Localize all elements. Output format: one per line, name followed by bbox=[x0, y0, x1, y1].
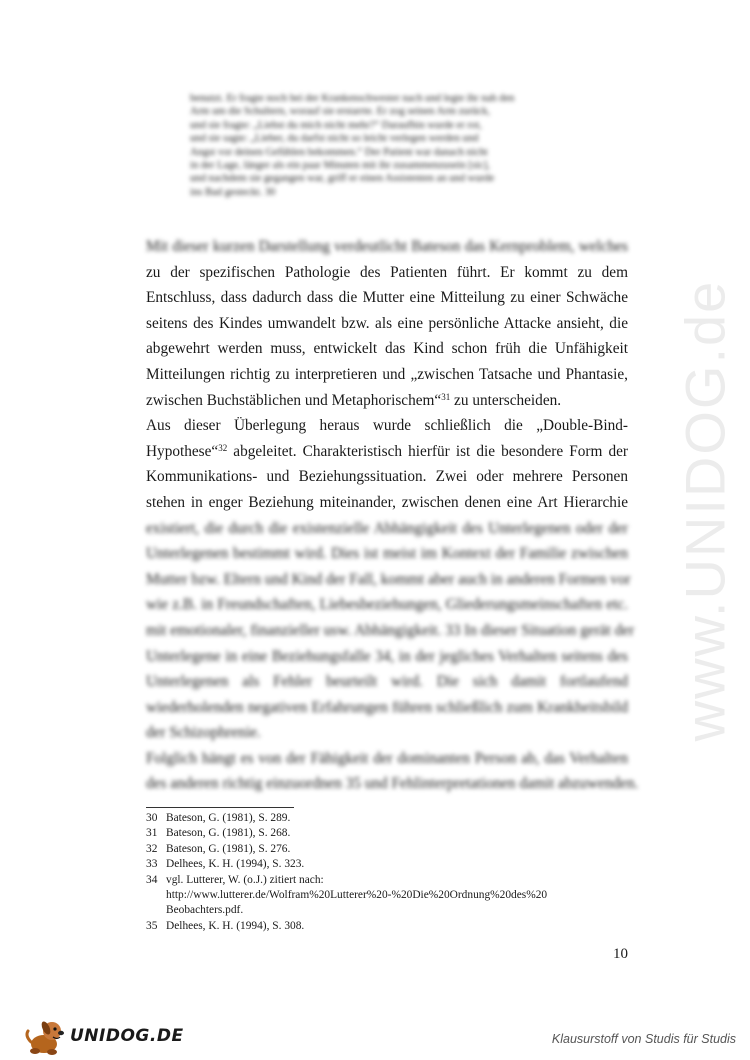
blurred-block-quote bbox=[190, 92, 558, 199]
watermark bbox=[660, 280, 750, 740]
quote-line: und nachdem sie gegangen war, griff er einen Assistenten an und wurde bbox=[190, 173, 495, 185]
footnote-item bbox=[146, 919, 626, 934]
page-number: 10 bbox=[613, 946, 628, 962]
footnote-number: 31 bbox=[146, 827, 158, 840]
body-text-line bbox=[146, 439, 628, 465]
footnote-url[interactable]: http://www.lutterer.de/Wolfram%20Lutterer%20-%20Die%20Ordnung%20des%20 bbox=[166, 889, 548, 902]
footnote-divider bbox=[146, 807, 294, 808]
footnote-body bbox=[166, 873, 626, 919]
body-text-line: stehen in enger Beziehung miteinander, zwischen denen eine Art Hierarchie bbox=[146, 493, 628, 511]
blurred-text-line: Unterlegenen bestimmt wird. Dies ist meist im Kontext der Familie zwischen bbox=[146, 545, 628, 563]
quote-line: benutzt. Er fragte noch bei der Krankenschwester nach und legte ihr nah den bbox=[190, 93, 515, 104]
text-segment: zwischen Buchstäblichen und Metaphorischem“ bbox=[146, 391, 442, 409]
body-text-line: Kommunikations- und Beziehungssituation. Zwei oder mehrere Personen bbox=[146, 468, 628, 486]
blurred-text-line: Mit dieser kurzen Darstellung verdeutlicht Bateson das Kernproblem, welches bbox=[146, 238, 628, 255]
logo-text: UNIDOG.DE bbox=[70, 1026, 184, 1046]
blurred-text-line: Unterlegene in eine Beziehungsfalle 34, in der jegliches Verhalten seitens des bbox=[146, 647, 628, 665]
quote-line: Arm um die Schultern, worauf sie erstarrte. Er zog seinen Arm zurück, bbox=[190, 106, 491, 118]
footnote-item bbox=[146, 873, 626, 919]
quote-line: und sie fragte: „Liebst du mich nicht mehr?“ Daraufhin wurde er rot, bbox=[190, 119, 482, 131]
body-text-line: seitens des Kindes umwandelt bzw. als eine persönliche Attacke ansieht, die bbox=[146, 314, 628, 332]
footnote-text: Bateson, G. (1981), S. 289. bbox=[166, 812, 291, 824]
body-text-line: abgewehrt werden muss, entwickelt das Kind schon früh die Unfähigkeit bbox=[146, 340, 628, 358]
blurred-text-line: mit emotionaler, finanzieller usw. Abhängigkeit. 33 In dieser Situation gerät der bbox=[146, 621, 635, 639]
footnote-ref: 32 bbox=[218, 442, 228, 453]
footnote-number: 30 bbox=[146, 812, 158, 824]
footnote-item bbox=[146, 857, 626, 872]
blurred-text-line: Unterlegenen als Fehler beurteilt wird. Die sich damit fortlaufend bbox=[146, 673, 628, 691]
quote-line: und sie sagte: „Lieber, du darfst nicht so leicht verlegen werden und bbox=[190, 133, 479, 145]
body-text-line: zu der spezifischen Pathologie des Patienten führt. Er kommt zu dem bbox=[146, 263, 628, 281]
text-segment: zu unterscheiden. bbox=[450, 391, 562, 409]
footnote-text: Delhees, K. H. (1994), S. 323. bbox=[166, 858, 305, 871]
footnote-item bbox=[146, 842, 626, 857]
footnote-number: 32 bbox=[146, 842, 158, 855]
watermark-text: www.UNIDOG.de bbox=[673, 279, 737, 741]
blurred-text-line: der Schizophrenie. bbox=[146, 724, 261, 742]
footnote-text: Bateson, G. (1981), S. 268. bbox=[166, 827, 291, 840]
footnote-text: Bateson, G. (1981), S. 276. bbox=[166, 842, 291, 855]
blurred-text-line: wie z.B. in Freundschaften, Liebesbeziehungen, Gliederungsmeinschaften etc. bbox=[146, 596, 628, 614]
footnote-ref: 31 bbox=[441, 391, 451, 402]
blurred-text-line: Mutter bzw. Eltern und Kind der Fall, kommt aber auch in anderen Formen vor bbox=[146, 570, 631, 588]
footnote-number: 34 bbox=[146, 873, 158, 886]
unidog-logo bbox=[22, 1016, 182, 1056]
footnote-url-continued[interactable]: Beobachters.pdf. bbox=[166, 904, 244, 917]
footer-tagline: Klausurstoff von Studis für Studis bbox=[551, 1032, 736, 1046]
footnote-item bbox=[146, 826, 626, 841]
body-text-line: Entschluss, dass dadurch dass die Mutter eine Mitteilung zu einer Schwäche bbox=[146, 289, 628, 307]
main-body-text bbox=[146, 234, 639, 797]
blurred-text-line: wiederholenden negativen Erfahrungen führen schließlich zum Krankheitsbild bbox=[146, 698, 628, 716]
quote-line: ins Bad gesteckt. 30 bbox=[190, 186, 276, 198]
footnote-number: 33 bbox=[146, 858, 158, 871]
blurred-text-line: existiert, die durch die existenzielle Abhängigkeit des Unterlegenen oder der bbox=[146, 519, 628, 537]
footnotes bbox=[146, 811, 626, 934]
body-text-line: Aus dieser Überlegung heraus wurde schließlich die „Double-Bind- bbox=[146, 417, 628, 435]
dog-mascot-icon bbox=[22, 1016, 68, 1056]
blurred-text-line: Folglich hängt es von der Fähigkeit der dominanten Person ab, das Verhalten bbox=[146, 749, 628, 767]
footnote-text: Delhees, K. H. (1994), S. 308. bbox=[166, 919, 305, 932]
footnote-text: vgl. Lutterer, W. (o.J.) zitiert nach: bbox=[166, 873, 324, 886]
blurred-text-line: des anderen richtig einzuordnen 35 und Fehlinterpretationen damit abzuwenden. bbox=[146, 775, 639, 793]
quote-line: Angst vor deinen Gefühlen bekommen.“ Der Patient war danach nicht bbox=[190, 146, 488, 158]
quote-line: in der Lage, länger als ein paar Minuten mit ihr zusammenzusein [sic], bbox=[190, 160, 490, 172]
text-segment: Hypothese“ bbox=[146, 442, 219, 460]
text-segment: abgeleitet. Charakteristisch hierfür ist die besondere Form der bbox=[227, 442, 628, 460]
body-text-line: Mitteilungen richtig zu interpretieren und „zwischen Tatsache und Phantasie, bbox=[146, 365, 628, 383]
footnote-number: 35 bbox=[146, 919, 158, 932]
body-text-line bbox=[146, 388, 628, 414]
footnote-item bbox=[146, 811, 626, 826]
